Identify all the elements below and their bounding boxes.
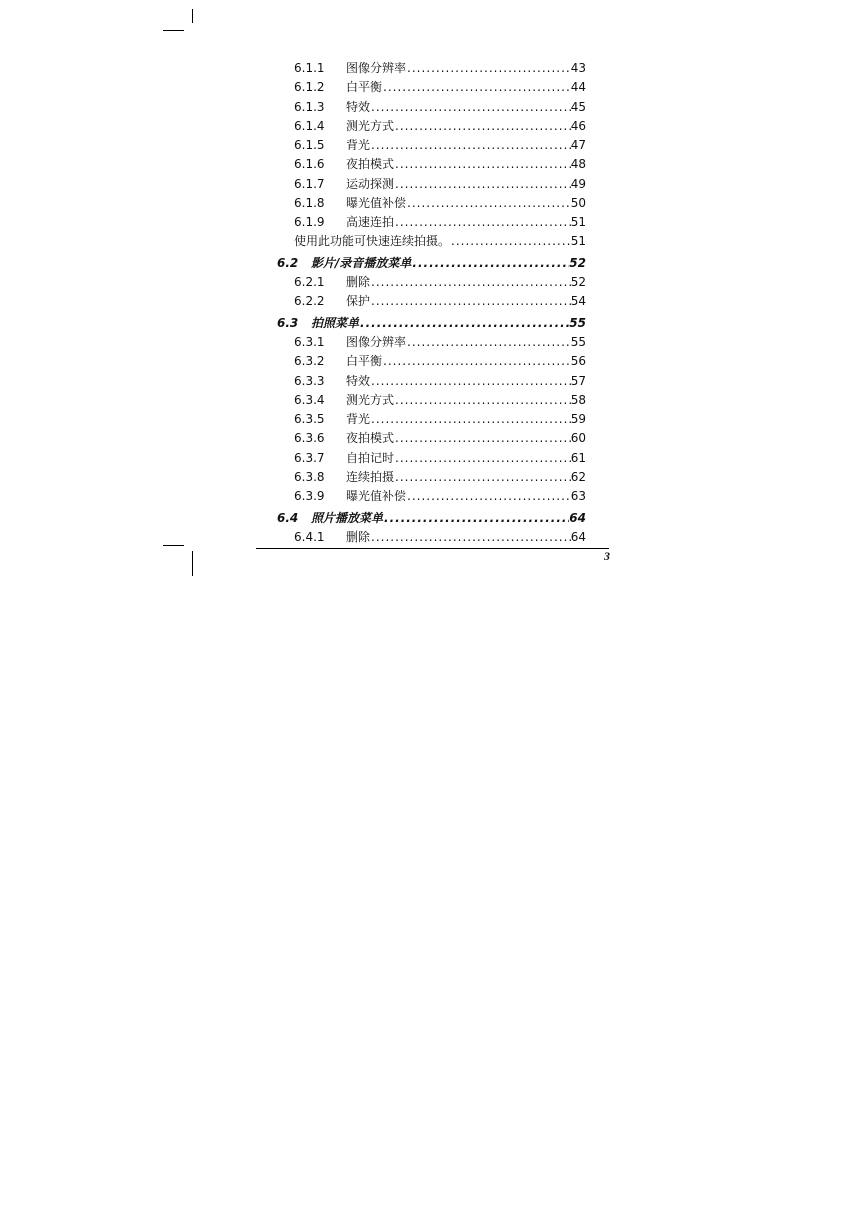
toc-entry[interactable] xyxy=(294,369,586,388)
toc-entry-title: 图像分辨率 xyxy=(346,61,407,75)
toc-entry-page: 61 xyxy=(570,451,586,465)
toc-entry[interactable] xyxy=(294,407,586,426)
toc-entry-title: 白平衡 xyxy=(346,80,383,94)
toc-section-number: 6.2 xyxy=(277,256,299,270)
dot-leader xyxy=(406,61,571,75)
toc-entry[interactable] xyxy=(294,484,586,503)
toc-entry-title: 测光方式 xyxy=(346,393,395,407)
toc-entry-number: 6.3.4 xyxy=(294,393,325,407)
toc-entry-page: 54 xyxy=(570,294,586,308)
toc-entry-title: 背光 xyxy=(346,138,371,152)
toc-entry[interactable] xyxy=(294,172,586,191)
dot-leader xyxy=(394,470,571,484)
toc-entry-page: 44 xyxy=(570,80,586,94)
toc-entry-page: 47 xyxy=(570,138,586,152)
toc-entry-title: 测光方式 xyxy=(346,119,395,133)
dot-leader xyxy=(370,138,571,152)
toc-section-page: 52 xyxy=(569,256,586,270)
toc-entry-title: 运动探测 xyxy=(346,177,395,191)
toc-entry[interactable] xyxy=(294,446,586,465)
toc-entry-number: 6.1.8 xyxy=(294,196,325,210)
toc-entry-page: 50 xyxy=(570,196,586,210)
toc-section-title: 影片/录音播放菜单 xyxy=(311,256,412,270)
toc-entry-title: 使用此功能可快速连续拍摄。 xyxy=(294,234,451,248)
toc-entry[interactable] xyxy=(294,75,586,94)
toc-entry[interactable] xyxy=(294,330,586,349)
toc-entry-page: 56 xyxy=(570,354,586,368)
toc-entry[interactable] xyxy=(294,465,586,484)
toc-section-page: 55 xyxy=(569,316,586,330)
toc-entry-title: 删除 xyxy=(346,275,371,289)
toc-entry-number: 6.3.8 xyxy=(294,470,325,484)
dot-leader xyxy=(383,511,569,525)
toc-entry-page: 62 xyxy=(570,470,586,484)
toc-entry-note[interactable] xyxy=(294,229,586,248)
toc-entry-page: 46 xyxy=(570,119,586,133)
toc-entry-page: 58 xyxy=(570,393,586,407)
toc-entry-title: 白平衡 xyxy=(346,354,383,368)
dot-leader xyxy=(382,354,571,368)
toc-entry[interactable] xyxy=(294,426,586,445)
toc-section-title: 拍照菜单 xyxy=(311,316,360,330)
toc-entry-number: 6.1.4 xyxy=(294,119,325,133)
toc-entry-page: 59 xyxy=(570,412,586,426)
dot-leader xyxy=(394,431,571,445)
toc-entry[interactable] xyxy=(294,210,586,229)
toc-section-heading[interactable] xyxy=(277,251,586,270)
toc-entry-number: 6.3.6 xyxy=(294,431,325,445)
toc-entry[interactable] xyxy=(294,152,586,171)
toc-entry-title: 自拍记时 xyxy=(346,451,395,465)
toc-entry-title: 高速连拍 xyxy=(346,215,395,229)
dot-leader xyxy=(359,316,569,330)
toc-entry[interactable] xyxy=(294,388,586,407)
dot-leader xyxy=(450,234,571,248)
page-number: 3 xyxy=(604,549,610,563)
toc-entry-number: 6.3.5 xyxy=(294,412,325,426)
toc-entry-page: 57 xyxy=(570,374,586,388)
toc-entry-page: 43 xyxy=(570,61,586,75)
toc-section-page: 64 xyxy=(569,511,586,525)
toc-entry-number: 6.1.1 xyxy=(294,61,325,75)
dot-leader xyxy=(406,196,571,210)
toc-entry-page: 48 xyxy=(570,157,586,171)
toc-entry-title: 背光 xyxy=(346,412,371,426)
dot-leader xyxy=(370,530,571,544)
toc-entry-page: 60 xyxy=(570,431,586,445)
crop-mark-top-vertical xyxy=(192,9,193,23)
toc-entry-number: 6.2.1 xyxy=(294,275,325,289)
dot-leader xyxy=(370,275,571,289)
toc-entry-title: 连续拍摄 xyxy=(346,470,395,484)
toc-entry[interactable] xyxy=(294,289,586,308)
toc-entry-number: 6.1.9 xyxy=(294,215,325,229)
dot-leader xyxy=(394,393,571,407)
dot-leader xyxy=(394,215,571,229)
toc-entry-number: 6.4.1 xyxy=(294,530,325,544)
toc-entry[interactable] xyxy=(294,525,586,544)
toc-entry-title: 夜拍模式 xyxy=(346,157,395,171)
toc-entry-page: 52 xyxy=(570,275,586,289)
toc-entry-number: 6.3.1 xyxy=(294,335,325,349)
dot-leader xyxy=(370,374,571,388)
toc-entry-page: 51 xyxy=(570,215,586,229)
toc-section-heading[interactable] xyxy=(277,506,586,525)
toc-entry[interactable] xyxy=(294,349,586,368)
toc-entry-number: 6.3.9 xyxy=(294,489,325,503)
dot-leader xyxy=(406,335,571,349)
toc-entry-number: 6.3.2 xyxy=(294,354,325,368)
toc-entry-number: 6.1.2 xyxy=(294,80,325,94)
crop-mark-top-horizontal xyxy=(163,30,184,31)
toc-entry-title: 曝光值补偿 xyxy=(346,489,407,503)
crop-mark-bottom-horizontal xyxy=(163,545,184,546)
crop-mark-bottom-vertical xyxy=(192,551,193,576)
dot-leader xyxy=(370,294,571,308)
footer-rule xyxy=(256,548,609,549)
toc-entry-number: 6.1.7 xyxy=(294,177,325,191)
dot-leader xyxy=(394,177,571,191)
toc-entry-page: 45 xyxy=(570,100,586,114)
dot-leader xyxy=(394,119,571,133)
toc-entry-title: 保护 xyxy=(346,294,371,308)
toc-section-number: 6.3 xyxy=(277,316,299,330)
dot-leader xyxy=(370,412,571,426)
toc-entry-title: 夜拍模式 xyxy=(346,431,395,445)
toc-entry-number: 6.3.7 xyxy=(294,451,325,465)
toc-entry-number: 6.3.3 xyxy=(294,374,325,388)
toc-entry[interactable] xyxy=(294,56,586,75)
dot-leader xyxy=(382,80,571,94)
toc-entry[interactable] xyxy=(294,95,586,114)
toc-entry-page: 51 xyxy=(570,234,586,248)
toc-entry[interactable] xyxy=(294,191,586,210)
dot-leader xyxy=(406,489,571,503)
toc-section-number: 6.4 xyxy=(277,511,299,525)
toc-entry-title: 图像分辨率 xyxy=(346,335,407,349)
dot-leader xyxy=(394,451,571,465)
toc-section-title: 照片播放菜单 xyxy=(311,511,384,525)
toc-entry[interactable] xyxy=(294,133,586,152)
dot-leader xyxy=(370,100,571,114)
toc-entry[interactable] xyxy=(294,114,586,133)
toc-section-heading[interactable] xyxy=(277,311,586,330)
toc-entry-page: 49 xyxy=(570,177,586,191)
toc-entry-number: 6.1.5 xyxy=(294,138,325,152)
toc-entry-number: 6.1.6 xyxy=(294,157,325,171)
toc-entry-page: 55 xyxy=(570,335,586,349)
toc-entry-title: 曝光值补偿 xyxy=(346,196,407,210)
toc-entry-page: 64 xyxy=(570,530,586,544)
dot-leader xyxy=(394,157,571,171)
dot-leader xyxy=(411,256,569,270)
toc-entry-title: 特效 xyxy=(346,374,371,388)
toc-entry-title: 删除 xyxy=(346,530,371,544)
toc-entry-number: 6.2.2 xyxy=(294,294,325,308)
toc-entry-title: 特效 xyxy=(346,100,371,114)
toc-entry-page: 63 xyxy=(570,489,586,503)
toc-entry[interactable] xyxy=(294,270,586,289)
toc-entry-number: 6.1.3 xyxy=(294,100,325,114)
